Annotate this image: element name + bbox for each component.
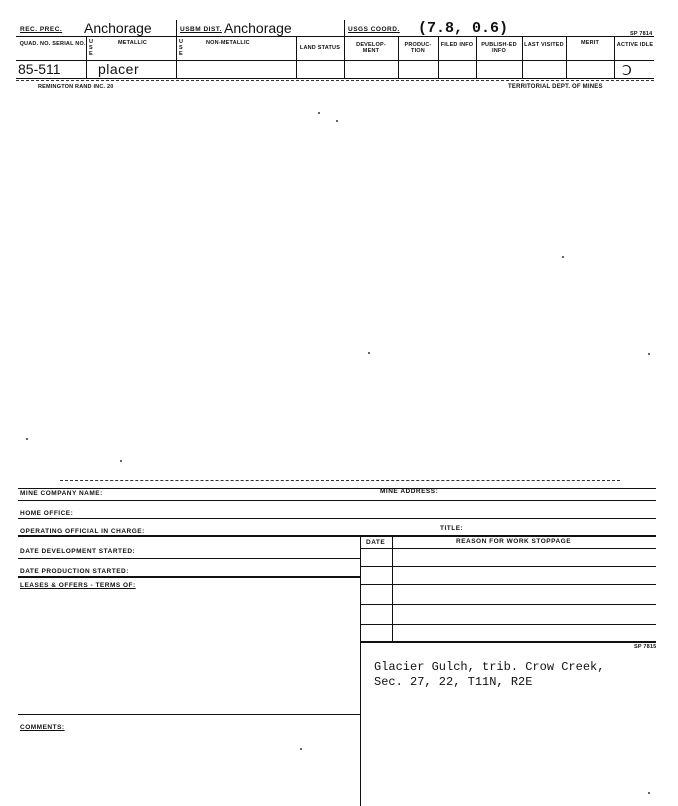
- usgs-coord-label: USGS COORD.: [348, 26, 400, 33]
- col-non-metallic: NON-METALLIC: [206, 40, 250, 46]
- operating-official-label: OPERATING OFFICIAL IN CHARGE:: [20, 528, 145, 535]
- date-production-label: DATE PRODUCTION STARTED:: [20, 568, 129, 575]
- territorial-dept: TERRITORIAL DEPT. OF MINES: [508, 84, 603, 90]
- location-line-1: Glacier Gulch, trib. Crow Creek,: [374, 660, 605, 674]
- reason-stoppage-header: REASON FOR WORK STOPPAGE: [456, 538, 572, 545]
- col-published-info: PUBLISH-ED INFO: [481, 42, 517, 54]
- col-active-idle: ACTIVE IDLE: [616, 42, 654, 48]
- leases-offers-label: LEASES & OFFERS - TERMS OF:: [20, 582, 136, 589]
- col-serial-no: SERIAL NO.: [52, 41, 86, 47]
- col-filed-info: FILED INFO: [440, 42, 474, 48]
- date-development-label: DATE DEVELOPMENT STARTED:: [20, 548, 136, 555]
- mine-company-name-label: MINE COMPANY NAME:: [20, 490, 103, 497]
- col-production: PRODUC-TION: [404, 42, 432, 54]
- form-number: SP 7814: [630, 31, 653, 37]
- col-quad-no: QUAD. NO.: [19, 41, 51, 47]
- title-label: TITLE:: [440, 525, 464, 532]
- date-column-header: DATE: [366, 539, 386, 546]
- col-merit: MERIT: [580, 40, 600, 46]
- usbm-dist-label: USBM DIST.: [180, 26, 222, 33]
- usbm-dist-value: Anchorage: [224, 20, 292, 36]
- location-line-2: Sec. 27, 22, T11N, R2E: [374, 675, 533, 689]
- col-use-1: U S E: [89, 39, 94, 57]
- col-metallic: METALLIC: [118, 40, 147, 46]
- quad-serial-value: 85-511: [18, 61, 61, 77]
- col-land-status: LAND STATUS: [299, 45, 341, 51]
- col-use-2: U S E: [179, 39, 184, 57]
- metallic-value: placer: [98, 61, 140, 77]
- col-last-visited: LAST VISITED: [524, 42, 564, 48]
- checkmark-mark: Ↄ: [622, 62, 632, 78]
- printer-imprint: REMINGTON RAND INC. 20: [38, 84, 114, 90]
- home-office-label: HOME OFFICE:: [20, 510, 74, 517]
- mine-address-label: MINE ADDRESS:: [380, 488, 439, 495]
- rec-prec-label: REC. PREC.: [20, 26, 63, 33]
- rec-prec-value: Anchorage: [84, 20, 152, 36]
- comments-label: COMMENTS:: [20, 724, 65, 731]
- col-development: DEVELOP-MENT: [356, 42, 386, 54]
- form-number-2: SP 7815: [634, 644, 657, 650]
- usgs-coord-value: (7.8, 0.6): [418, 20, 509, 37]
